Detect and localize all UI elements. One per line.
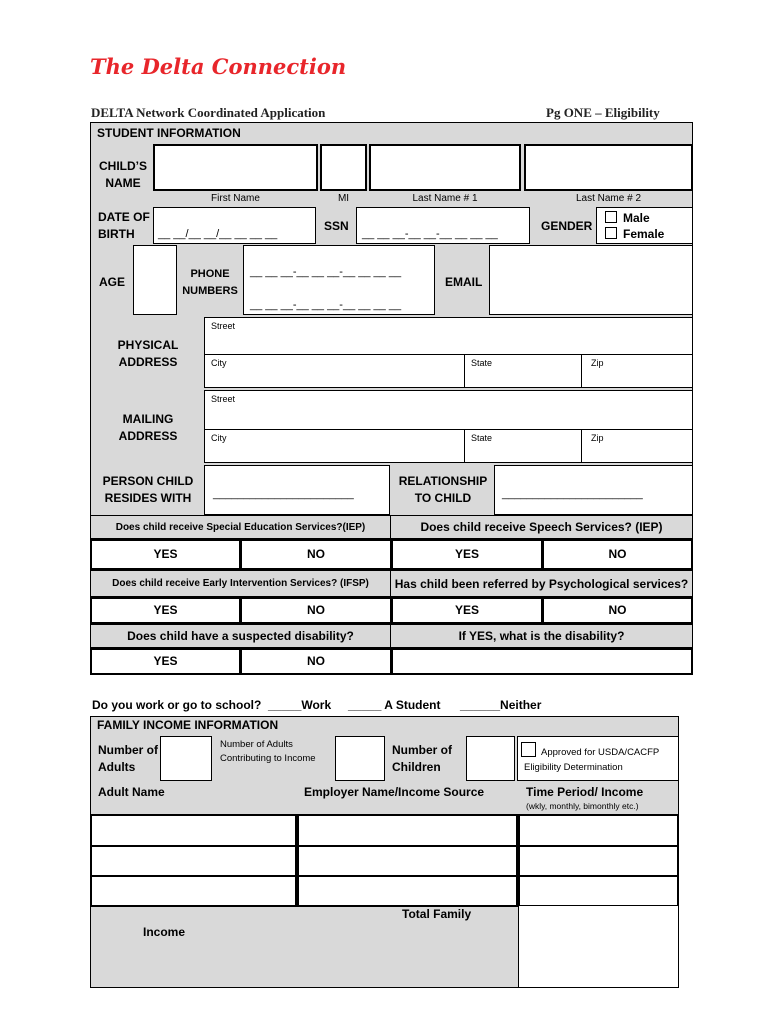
physical-zip-field[interactable] [581,354,693,388]
num-contributing-label: Number of Adults Contributing to Income [220,739,316,764]
mailing-state-caption: State [471,433,493,443]
num-contributing-field[interactable] [335,736,385,781]
special-ed-yes[interactable]: YES [90,539,241,570]
special-ed-no[interactable]: NO [240,539,392,570]
person-resides-field[interactable] [204,465,390,515]
time-period-field-2[interactable] [518,845,679,877]
mailing-zip-caption: Zip [591,433,604,443]
adult-name-header: Adult Name [98,785,165,799]
time-period-note: (wkly, monthly, bimonthly etc.) [526,801,639,811]
work-question: Do you work or go to school? [92,698,262,712]
ssn-field[interactable] [356,207,530,244]
work-option[interactable]: _____Work [268,698,332,712]
mailing-city-caption: City [211,433,227,443]
physical-street-caption: Street [211,321,236,331]
time-period-header: Time Period/ Income [526,785,644,799]
dob-blank: __ __/__ __/__ __ __ __ [158,228,278,240]
family-section-title: FAMILY INCOME INFORMATION [97,718,279,732]
mailing-city-field[interactable] [204,429,465,463]
psych-yes[interactable]: YES [391,597,543,624]
employer-field-2[interactable] [297,845,518,877]
num-children-label: Number of Children [392,743,452,774]
total-family-income-field[interactable] [518,905,679,988]
num-adults-field[interactable] [160,736,212,781]
phone-blank-2: __ __ __-__ __ __-__ __ __ __ [250,299,402,311]
physical-zip-caption: Zip [591,358,604,368]
adult-name-field-3[interactable] [90,875,297,907]
mailing-address-label: MAILING ADDRESS [118,412,178,443]
income-label: Income [143,925,186,939]
num-adults-label: Number of Adults [98,743,158,774]
mailing-street-field[interactable] [204,390,693,430]
student-option[interactable]: _____ A Student [348,698,441,712]
physical-state-caption: State [471,358,493,368]
dob-field[interactable] [153,207,316,244]
time-period-field-3[interactable] [518,875,679,907]
disability-yes[interactable]: YES [90,648,241,675]
employer-header: Employer Name/Income Source [304,785,485,799]
physical-city-caption: City [211,358,227,368]
speech-question: Does child receive Speech Services? (IEP) [390,515,693,539]
physical-address-label: PHYSICAL ADDRESS [117,338,179,369]
student-section-title: STUDENT INFORMATION [97,126,241,140]
last-name-2-field[interactable] [524,144,693,191]
special-ed-question: Does child receive Special Education Services?(IEP) [90,515,391,539]
usda-approved-label: Approved for USDA/CACFP Eligibility Determination [524,747,660,773]
employer-field-3[interactable] [297,875,518,907]
neither-option[interactable]: ______Neither [460,698,542,712]
disability-description-field[interactable] [391,648,693,675]
adult-name-field-2[interactable] [90,845,297,877]
age-field[interactable] [133,245,177,315]
time-period-field-1[interactable] [518,814,679,847]
childs-name-label: CHILD’S NAME [99,159,147,190]
usda-approved-box [517,736,679,781]
logo-text: The Delta Connection [90,54,347,79]
gender-male-option[interactable]: Male [605,210,664,226]
mailing-street-caption: Street [211,394,236,404]
relationship-blank: _______________________ [502,488,643,500]
last-name-2-caption: Last Name # 2 [575,193,642,204]
physical-street-field[interactable] [204,317,693,355]
employer-field-1[interactable] [297,814,518,847]
physical-state-field[interactable] [464,354,582,388]
physical-city-field[interactable] [204,354,465,388]
female-checkbox[interactable] [605,227,617,239]
speech-no[interactable]: NO [542,539,693,570]
disability-no[interactable]: NO [240,648,392,675]
form-title: DELTA Network Coordinated Application [91,105,326,120]
email-label: EMAIL [445,275,483,289]
person-resides-label: PERSON CHILD RESIDES WITH [102,474,194,505]
male-checkbox[interactable] [605,211,617,223]
what-disability-question: If YES, what is the disability? [390,624,693,648]
relationship-label: RELATIONSHIP TO CHILD [398,474,488,505]
early-intervention-question: Does child receive Early Intervention Services? (IFSP) [90,570,391,597]
disability-question: Does child have a suspected disability? [90,624,391,648]
adult-name-field-1[interactable] [90,814,297,847]
ssn-label: SSN [324,219,349,233]
psych-question: Has child been referred by Psychological services? [390,570,693,597]
early-intervention-no[interactable]: NO [240,597,392,624]
dob-label: DATE OF BIRTH [98,210,150,241]
gender-label: GENDER [541,219,593,233]
phone-blank-1: __ __ __-__ __ __-__ __ __ __ [250,266,402,278]
ssn-blank: __ __ __-__ __-__ __ __ __ [362,228,498,240]
relationship-field[interactable] [494,465,693,515]
num-children-field[interactable] [466,736,515,781]
total-family-label: Total Family [402,907,472,921]
age-label: AGE [99,275,126,289]
page-label: Pg ONE – Eligibility [546,105,660,120]
speech-yes[interactable]: YES [391,539,543,570]
person-resides-blank: _______________________ [213,488,354,500]
gender-female-option[interactable]: Female [605,226,664,242]
first-name-caption: First Name [211,193,260,204]
middle-initial-field[interactable] [320,144,367,191]
mailing-state-field[interactable] [464,429,582,463]
last-name-1-field[interactable] [369,144,521,191]
mi-caption: MI [337,193,350,204]
mailing-zip-field[interactable] [581,429,693,463]
phone-label: PHONE NUMBERS [182,268,238,297]
gender-options [596,207,693,244]
phone-field[interactable] [243,245,435,315]
first-name-field[interactable] [153,144,318,191]
early-intervention-yes[interactable]: YES [90,597,241,624]
last-name-1-caption: Last Name # 1 [412,193,478,204]
email-field[interactable] [489,245,693,315]
psych-no[interactable]: NO [542,597,693,624]
